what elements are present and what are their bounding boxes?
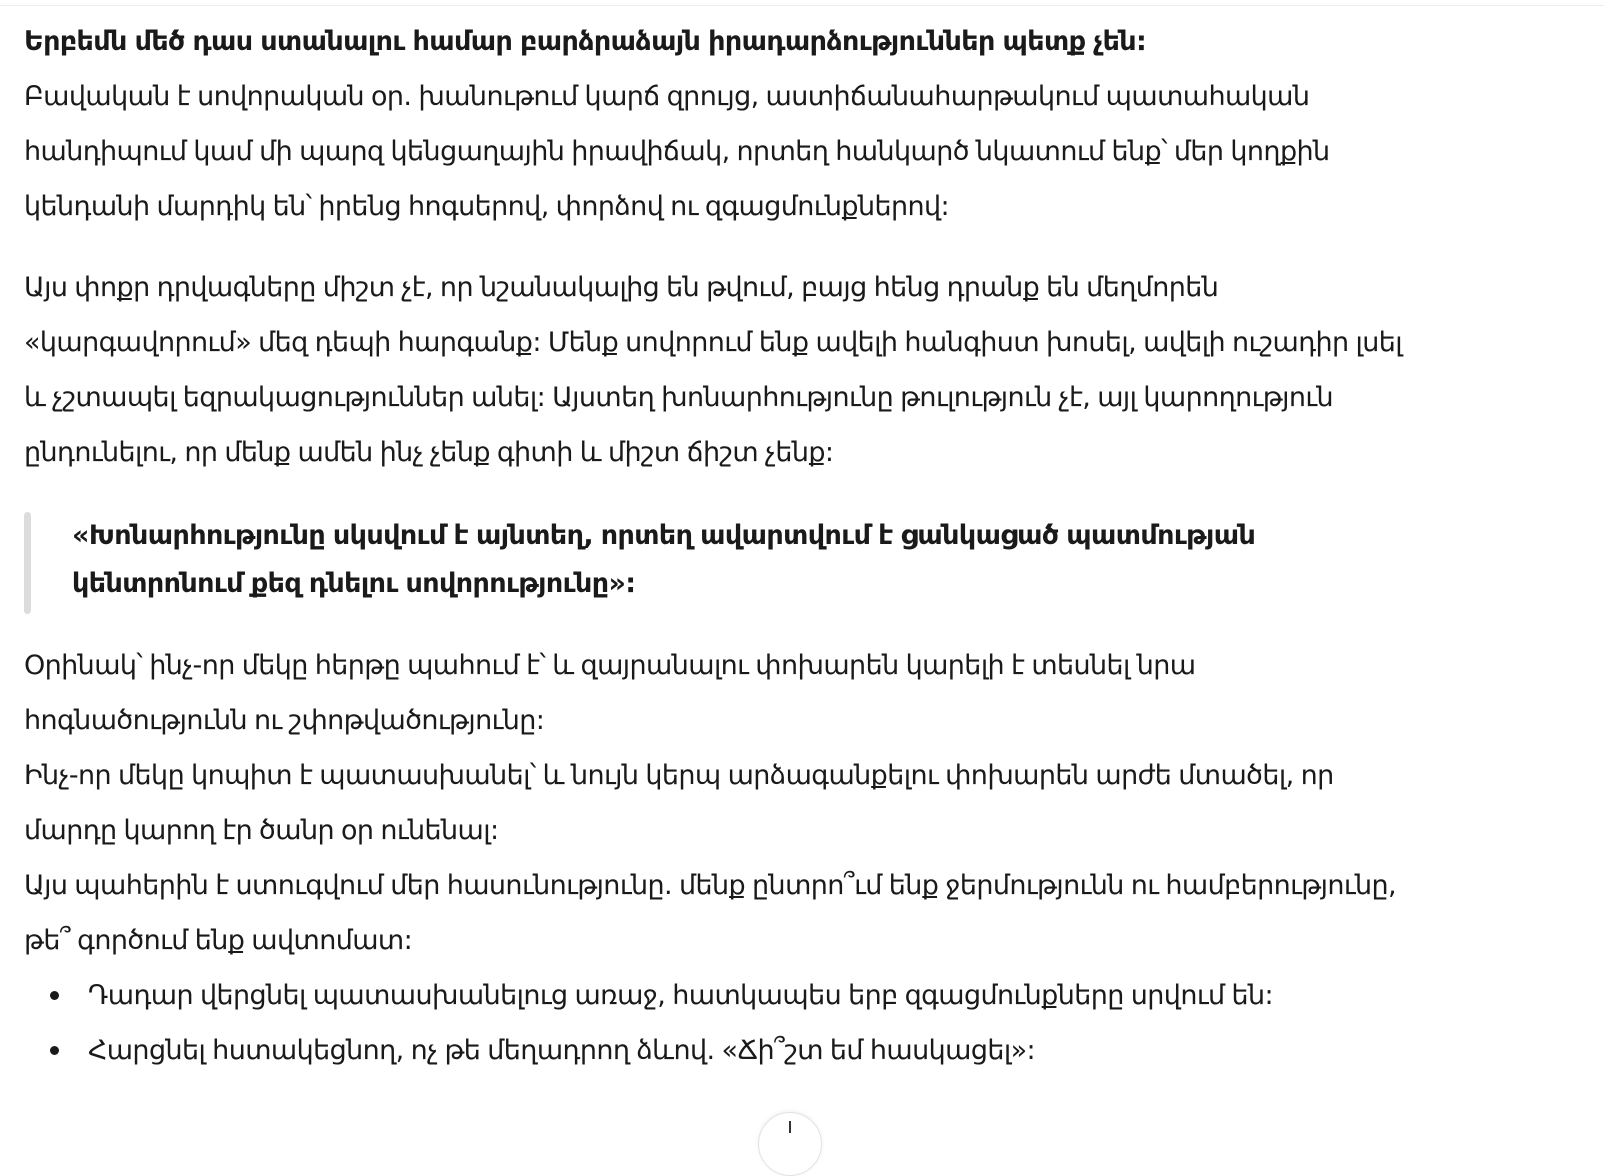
article-heading: Երբեմն մեծ դաս ստանալու համար բարձրաձայն իրադարձություններ պետք չեն: bbox=[24, 26, 1147, 57]
paragraph-line: հանդիպում կամ մի պարզ կենցաղային իրավիճակ, որտեղ հանկարծ նկատում ենք՝ մեր կողքին bbox=[24, 136, 1330, 167]
paragraph-line: «կարգավորում» մեզ դեպի հարգանք: Մենք սովորում ենք ավելի հանգիստ խոսել, ավելի ուշադիր լսել bbox=[24, 327, 1403, 358]
paragraph-3 bbox=[24, 638, 1584, 968]
quote-line: կենտրոնում քեզ դնելու սովորությունը»: bbox=[72, 568, 636, 599]
paragraph-line: Այս փոքր դրվագները միշտ չէ, որ նշանակալից են թվում, բայց հենց դրանք են մեղմորեն bbox=[24, 272, 1219, 303]
paragraph-line: և չշտապել եզրակացություններ անել: Այստեղ խոնարհությունը թուլություն չէ, այլ կարողություն bbox=[24, 382, 1334, 413]
bullet-list bbox=[24, 968, 1584, 1078]
paragraph-line: կենդանի մարդիկ են՝ իրենց հոգսերով, փորձով ու զգացմունքներով: bbox=[24, 191, 950, 222]
list-item-text: Դադար վերցնել պատասխանելուց առաջ, հատկապես երբ զգացմունքները սրվում են: bbox=[88, 980, 1273, 1011]
paragraph-line: Օրինակ՝ ինչ-որ մեկը հերթը պահում է՝ և զայրանալու փոխարեն կարելի է տեսնել նրա bbox=[24, 650, 1196, 681]
paragraph-1 bbox=[24, 69, 1584, 234]
arrow-down-icon bbox=[789, 1121, 791, 1133]
paragraph-line: թե՞ գործում ենք ավտոմատ: bbox=[24, 925, 413, 956]
paragraph-line: Ինչ-որ մեկը կոպիտ է պատասխանել՝ և նույն կերպ արձագանքելու փոխարեն արժե մտածել, որ bbox=[24, 760, 1334, 791]
bullet-dot-icon bbox=[50, 991, 59, 1000]
list-item bbox=[24, 968, 1584, 1023]
blockquote-bar bbox=[24, 512, 31, 614]
paragraph-line: Այս պահերին է ստուգվում մեր հասունությունը. մենք ընտրո՞ւմ ենք ջերմությունն ու համբերությունը, bbox=[24, 870, 1397, 901]
paragraph-2 bbox=[24, 260, 1584, 480]
list-item-text: Հարցնել հստակեցնող, ոչ թե մեղադրող ձևով. «Ճի՞շտ եմ հասկացել»: bbox=[88, 1035, 1035, 1066]
quote-line: «Խոնարհությունը սկսվում է այնտեղ, որտեղ ավարտվում է ցանկացած պատմության bbox=[72, 520, 1256, 551]
paragraph-line: մարդը կարող էր ծանր օր ունենալ: bbox=[24, 815, 499, 846]
paragraph-line: Բավական է սովորական օր. խանութում կարճ զրույց, աստիճանահարթակում պատահական bbox=[24, 81, 1310, 112]
scroll-to-bottom-button[interactable] bbox=[758, 1112, 822, 1176]
list-item bbox=[24, 1023, 1584, 1078]
blockquote bbox=[24, 512, 1584, 608]
bullet-dot-icon bbox=[50, 1046, 59, 1055]
paragraph-line: հոգնածությունն ու շփոթվածությունը: bbox=[24, 705, 545, 736]
top-divider bbox=[0, 0, 1604, 6]
message-content bbox=[24, 14, 1584, 1078]
paragraph-line: ընդունելու, որ մենք ամեն ինչ չենք գիտի և միշտ ճիշտ չենք: bbox=[24, 437, 834, 468]
